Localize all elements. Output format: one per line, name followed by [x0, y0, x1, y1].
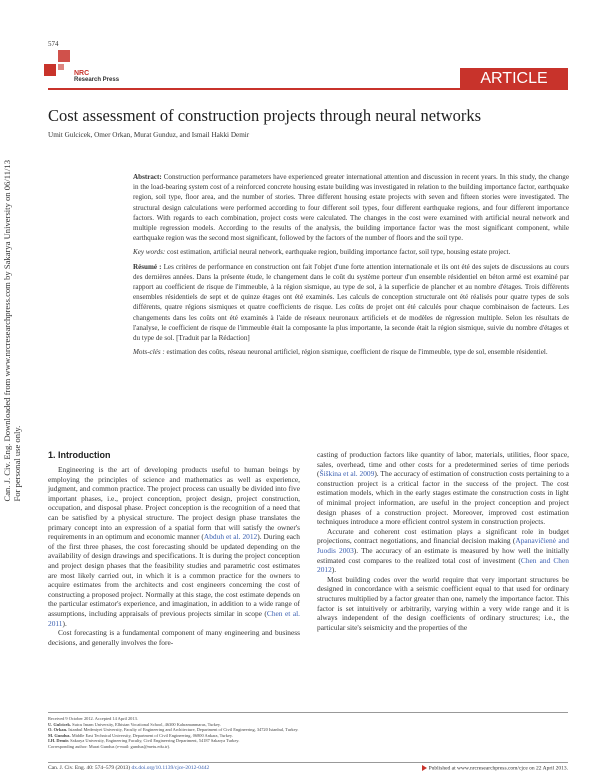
paragraph: Most building codes over the world require that very important structures be designed in concordance with a seismic coefficient equal to that used for ordinary structures multiplied by a factor greater than one, namely the importance factor. This factor is set intuitively or arbitrarily, varying within a very wide range and it is always independent of the design coefficients of ordinary structures; i.e., the particular site's seismicity and the properties of the	[317, 574, 569, 632]
publisher-name: NRC	[74, 70, 90, 77]
abstract-block	[133, 172, 569, 361]
download-notice-line2: For personal use only.	[12, 425, 22, 502]
footer-divider	[48, 762, 568, 763]
body-column-left	[48, 465, 300, 647]
paragraph: Cost forecasting is a fundamental component of many engineering and business decisions, and generally involves the fore-	[48, 628, 300, 647]
footnote-divider	[48, 712, 568, 713]
abstract-label: Abstract:	[133, 173, 162, 181]
paper-authors: Umit Gulcicek, Omer Orkan, Murat Gunduz, and Ismail Hakki Demir	[48, 131, 250, 139]
published-text: Published at www.nrcresearchpress.com/cjce on 22 April 2013.	[428, 765, 568, 772]
citation-link[interactable]: Šiškina et al. 2009	[319, 469, 375, 479]
citation-link[interactable]: Chen et al. 2011	[48, 608, 300, 628]
affiliation: U. Gulcicek. Sutcu Imam University, Elbistan Vocational School, 46300 Kahramanmaras, Turkey.	[48, 721, 221, 727]
download-sidebar	[2, 160, 22, 580]
paper-title: Cost assessment of construction projects through neural networks	[48, 106, 482, 125]
page-number: 574	[48, 40, 59, 48]
paragraph: Accurate and coherent cost estimation plays a significant role in budget projections, contract negotiations, and financial decision making (Apanavičienė and Juodis 2003). The accuracy of an estimate is measured by how well the initially estimated cost compares to the realized total cost of investment (Chen and Chen 2012).	[317, 526, 569, 575]
keywords-text: cost estimation, artificial neural network, earthquake region, building importance factor, soil type, housing estate project.	[167, 248, 511, 257]
received-dates: Received 9 October 2012. Accepted 14 April 2013.	[48, 716, 138, 721]
article-label: ARTICLE	[480, 70, 548, 87]
footer-citation	[48, 765, 209, 771]
affiliation: O. Orkan. Istanbul Medeniyet University, Faculty of Engineering and Architecture, Department of Civil Engineering, 34720 Istanbul, Turkey.	[48, 727, 299, 733]
nrc-logo-icon	[44, 50, 70, 76]
arrow-right-icon	[422, 765, 427, 771]
abstract	[133, 172, 569, 243]
affiliation: M. Gunduz. Middle East Technical University, Department of Civil Engineering, 06800 Ankara, Turkey.	[48, 732, 233, 738]
mots-cles-text: estimation des coûts, réseau neuronal artificiel, région sismique, coefficient de risque de l'immeuble, type de sol, ensemble résidentiel.	[166, 348, 548, 357]
publisher-subtitle: Research Press	[74, 77, 120, 83]
paragraph: casting of production factors like quantity of labor, materials, utilities, floor space, sales, overhead, time and other costs for a predetermined series of time periods (Šiškina et al. 2009). The accuracy of estimation of construction costs pertaining to a construction project is a critical factor in the success of the project. The cost estimation models, which in the early stages estimate the construction costs in light of minimal project information, are useful in the project conception and project design phases of a construction project. Moreover, improved cost estimation techniques introduce a more efficient control system in construction projects.	[317, 450, 569, 527]
citation-link[interactable]: Apanavičienė and Juodis 2003	[317, 536, 569, 555]
citation-link[interactable]: Abduh et al. 2012	[203, 532, 258, 542]
resume-label: Résumé :	[133, 262, 162, 271]
mots-cles-label: Mots-clés :	[133, 348, 165, 357]
keywords	[133, 247, 569, 257]
mots-cles	[133, 347, 569, 357]
corresponding-author: Corresponding author: Murat Gunduz (e-mail: gunduz@metu.edu.tr).	[48, 743, 171, 749]
header-rule	[48, 88, 568, 90]
download-notice-line1: Can. J. Civ. Eng. Downloaded from www.nrcresearchpress.com by Sakarya University on 06/11/13	[2, 160, 12, 502]
publisher-brand	[74, 70, 119, 84]
section-heading-introduction: 1. Introduction	[48, 450, 111, 460]
footer-published	[360, 765, 568, 771]
body-column-right	[317, 450, 569, 632]
paragraph: Engineering is the art of developing products useful to human beings by employing the principles of science and mathematics as well as experience, judgment, and common practice. The project process can usually be divided into five important phases, i.e., project conception, project design, project construction, occupation, and disposal phase. Project conception is the recognition of a need that can be satisfied by a physical structure. The project design phase translates the primary concept into an expression of a spatial form that will satisfy the owner's requirements in an optimum and economic manner (Abduh et al. 2012). During each of the first three phases, the cost forecasting should be updated depending on the availability of design drawings and specifications. It is during the project conception and project design phases that the feasibility studies and parametric cost estimates are most likely carried out, in which it is a common practice for the owners to acquire estimates from the architects and cost engineers concerning the cost of constructing a proposed project. Normally at this stage, the cost estimate depends on the particular estimator's experience, and imagination, in addition to a wide range of assumptions, including appraisals of previous projects similar in scope (Chen et al. 2011).	[48, 465, 300, 628]
resume-text: Les critères de performance en construction ont fait l'objet d'une forte attention internationale et ils ont été des sujets de discussions au cours des dernières années. Dans la présente étude, le changement dans le coût du système porteur d'un ensemble résidentiel en béton armé est examiné par rapport au coefficient de risque de l'immeuble, à la région sismique, au type de sol, à la superficie de plancher et au nombre d'étages. Trois différents ensembles résidentiels de sept et de quinze étages ont été examinés. Les calculs de conception structurale ont été réalisés pour quatre types de sols différents, quatre régions sismiques et quatre coefficients de risque. Les coûts de projet ont été calculés pour chaque combinaison de facteurs. Les changements dans les coûts ont été examinés à l'aide de réseaux neuronaux artificiels et de modèles de régression multiple. Selon les résultats de l'analyse, le coefficient de risque de l'immeuble était la composante la plus importante, la seconde était la région sismique, suivie du nombre d'étages et du type de sol. [Traduit par la Rédaction]	[133, 262, 569, 343]
footnotes	[48, 716, 568, 750]
citation-text: Can. J. Civ. Eng. 40: 574–579 (2013)	[48, 765, 131, 771]
download-notice	[2, 160, 22, 502]
doi-link[interactable]: dx.doi.org/10.1139/cjce-2012-0442	[131, 765, 210, 771]
citation-link[interactable]: Chen and Chen 2012	[317, 555, 569, 575]
abstract-text: Construction performance parameters have experienced greater international attention and discussion in recent years. In this study, the change in the load-bearing system cost of a reinforced concrete housing estate building was investigated in relation to the building importance factor, earthquake region, soil type, floor area, and the number of stories. Three different housing estate projects with seven and fifteen stories were investigated. The structural design calculations were performed according to four different soil types, four different earthquake regions, and four different importance factors. With regards to each combination, project costs were calculated. The changes in the cost were examined with artificial neural network and multiple regression models. According to the results of the analysis, the building importance factor was the most significant component, while earthquake region was the second most significant, followed by the factors of the number of floors and the soil type.	[133, 173, 570, 243]
affiliation: I.H. Demir. Sakarya University, Engineering Faculty, Civil Engineering Department, 54187 Sakarya Turkey.	[48, 738, 240, 744]
keywords-label: Key words:	[133, 248, 166, 257]
resume	[133, 262, 569, 344]
